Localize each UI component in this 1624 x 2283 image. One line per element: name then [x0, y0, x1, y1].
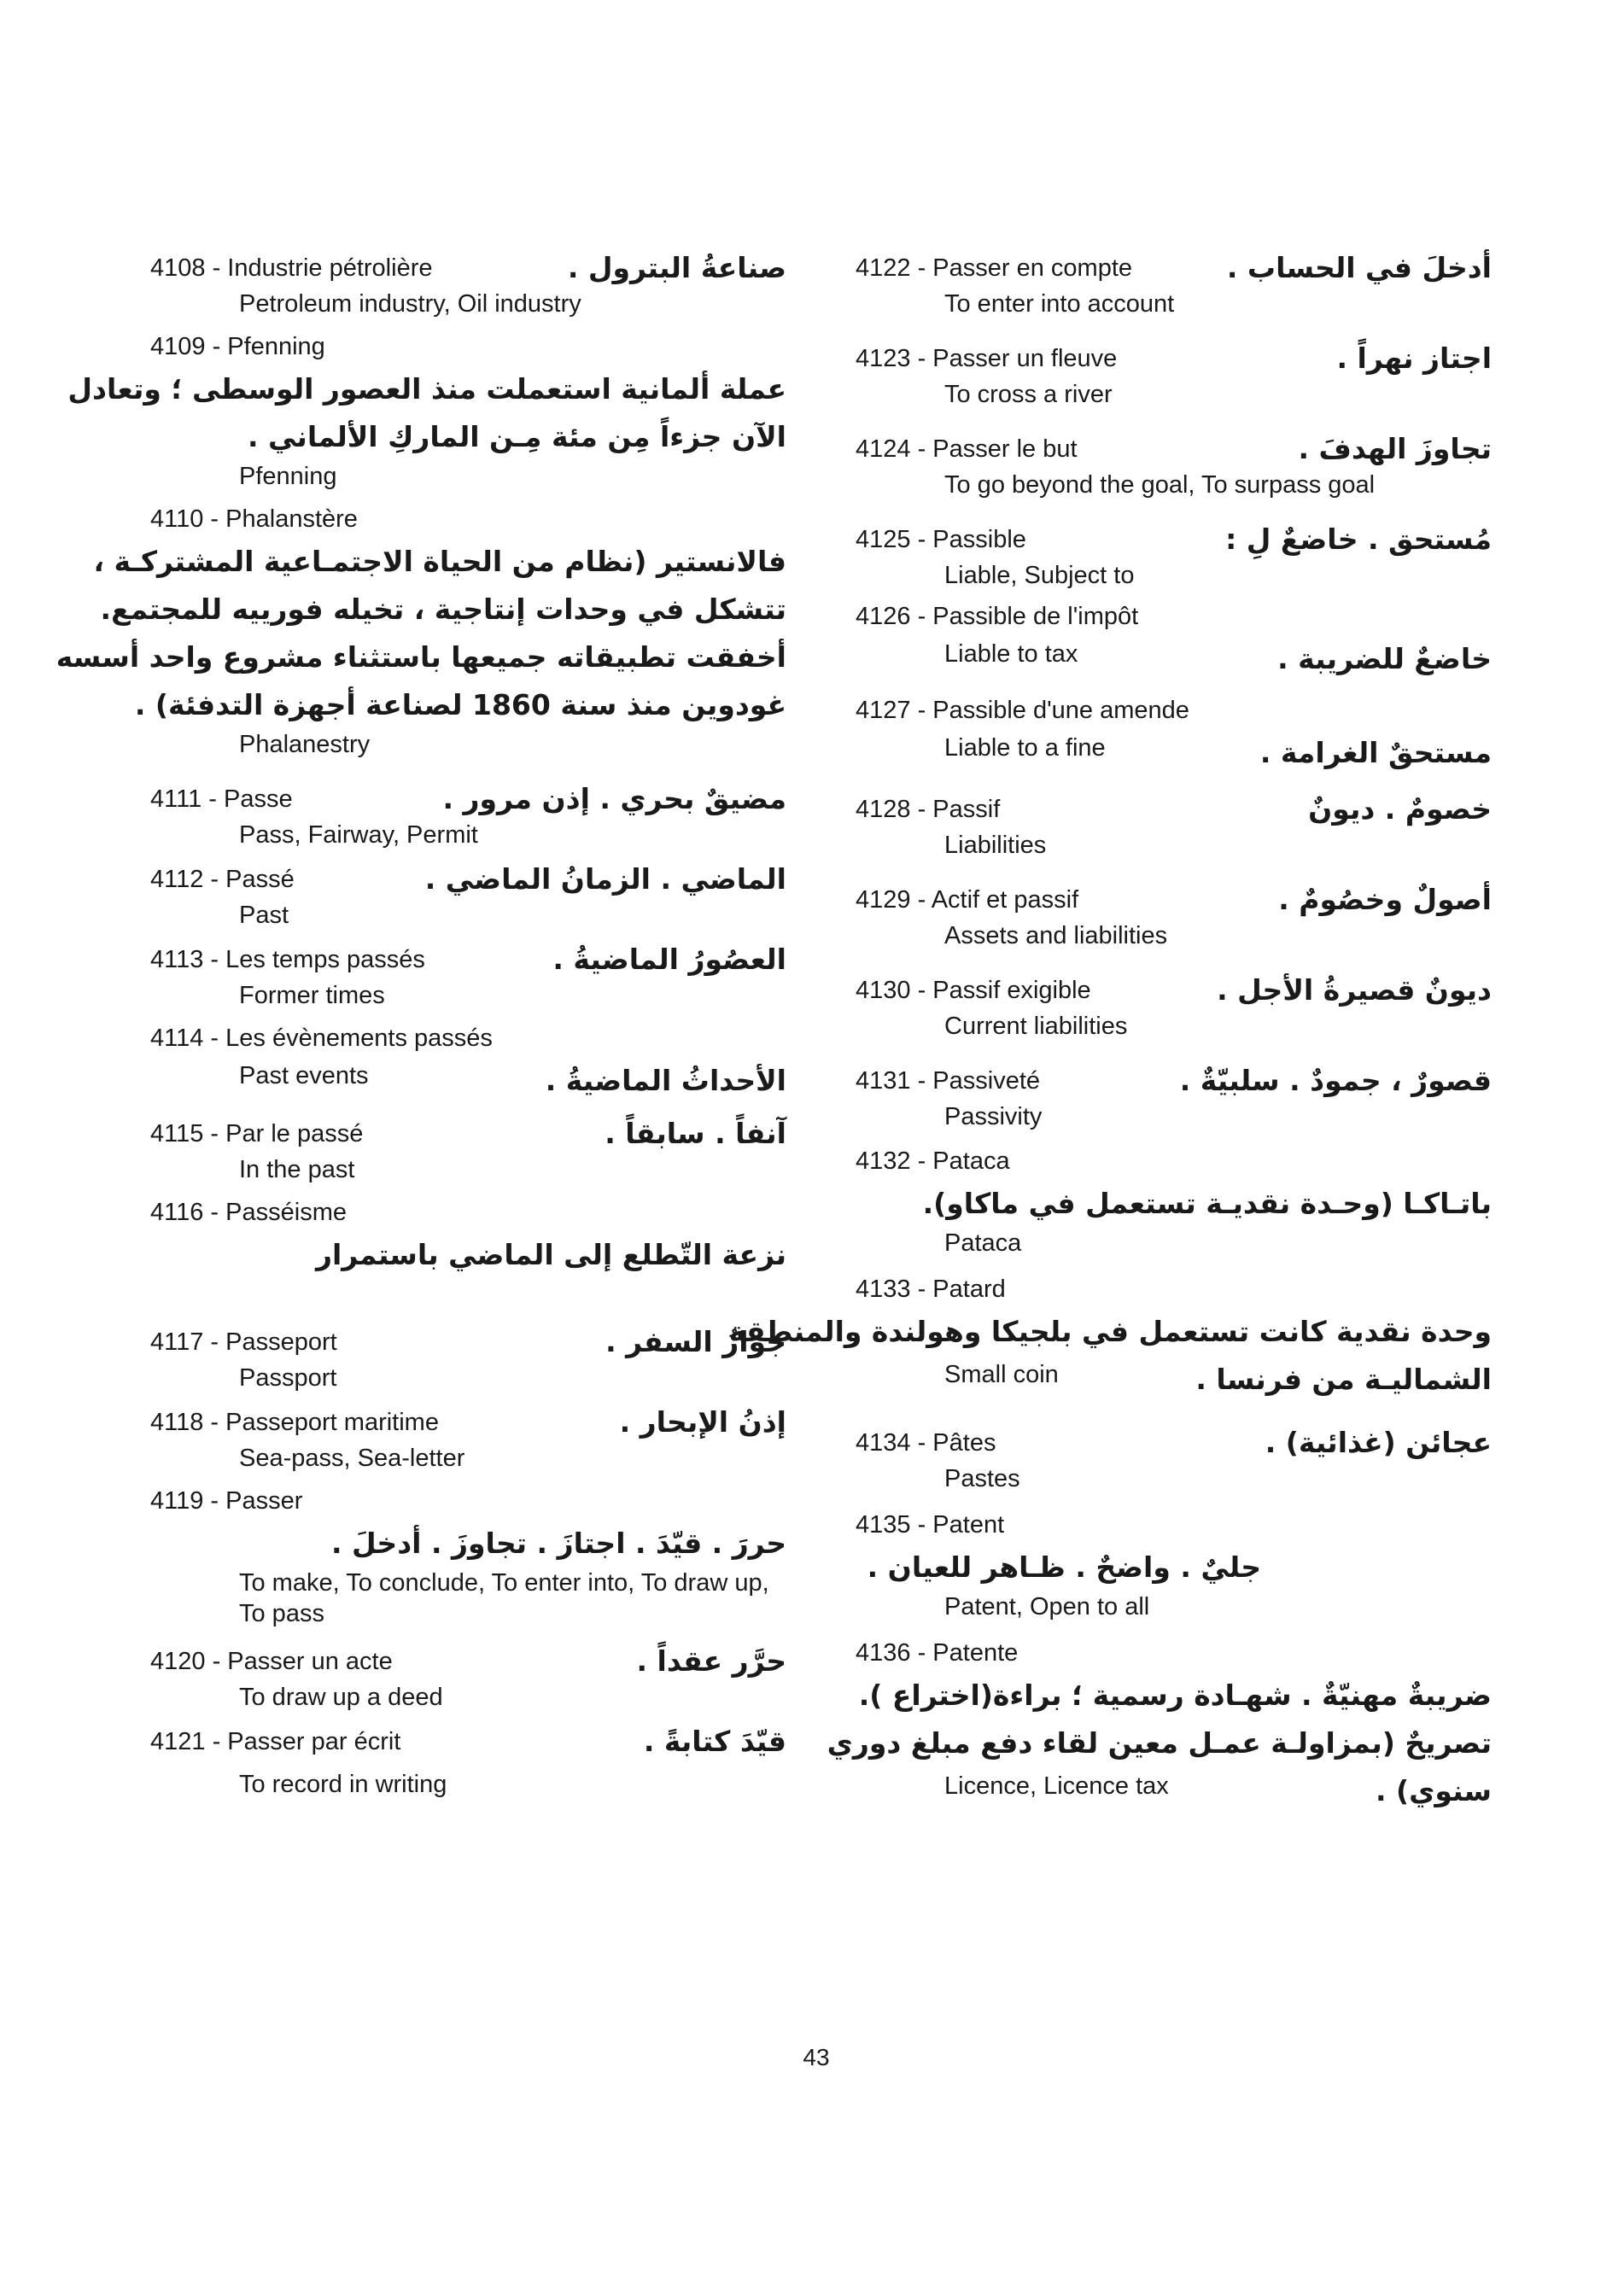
arabic-translation: قيّدَ كتابةً . [643, 1725, 786, 1758]
arabic-translation: العصُورُ الماضيةُ . [552, 943, 786, 976]
arabic-translation: حرَّر عقداً . [636, 1644, 786, 1678]
french-term: Par le passé [225, 1120, 364, 1147]
entry-4115: 4115 - Par le passé آنفاً . سابقاً . In the past [150, 1113, 786, 1185]
arabic-translation: أدخلَ في الحساب . [1226, 251, 1492, 284]
french-term: Passer un acte [227, 1648, 393, 1675]
entry-4117: 4117 - Passeport جوازُ السفر . Passport [150, 1322, 786, 1393]
entry-4126: 4126 - Passible de l'impôt Liable to tax خاضعٌ للضريبة . [856, 598, 1492, 683]
french-term: Les évènements passés [225, 1025, 493, 1052]
english-translation: Pfenning [239, 463, 337, 490]
arabic-translation: خاضعٌ للضريبة . [1277, 642, 1492, 675]
french-term: Pfenning [227, 333, 325, 360]
french-term: Passiveté [932, 1067, 1041, 1095]
entry-4136: 4136 - Patente ضريبةٌ مهنيّةٌ . شهـادة رسمية ؛ براءة(اختراع ). تصريحٌ (بمزاولـة عمـل معين لقاء دفع مبلغ دوري Licence, Licence tax سنوي) . [856, 1634, 1492, 1815]
entry-number: 4132 [856, 1147, 911, 1175]
english-translation: Liabilities [944, 832, 1047, 859]
french-term: Passer par écrit [227, 1728, 401, 1755]
arabic-translation: تجاوزَ الهدفَ . [1298, 432, 1492, 465]
entry-number: 4130 [856, 977, 911, 1004]
english-translation: Sea-pass, Sea-letter [239, 1445, 465, 1472]
entry-number: 4129 [856, 886, 911, 914]
french-term: Passéisme [225, 1199, 347, 1226]
english-translation: Former times [239, 982, 385, 1009]
french-term: Passer en compte [932, 254, 1133, 282]
entry-number: 4123 [856, 345, 911, 372]
arabic-line: سنوي) . [1376, 1774, 1492, 1807]
entry-number: 4131 [856, 1067, 911, 1095]
entry-number: 4117 [150, 1328, 204, 1356]
arabic-line: غودوين منذ سنة 1860 لصناعة أجهزة التدفئة) . [134, 688, 786, 721]
entry-4122: 4122 - Passer en compte أدخلَ في الحساب . To enter into account [856, 248, 1492, 319]
arabic-line: جليٌ . واضحٌ . ظـاهر للعيان . [867, 1550, 1261, 1584]
arabic-line: الشماليـة من فرنسا . [1195, 1363, 1492, 1396]
entry-number: 4128 [856, 796, 911, 823]
entry-number: 4108 [150, 254, 206, 282]
french-term: Pataca [932, 1147, 1010, 1175]
entry-4113: 4113 - Les temps passés العصُورُ الماضيةُ . Former times [150, 939, 786, 1011]
entry-4134: 4134 - Pâtes عجائن (غذائية) . Pastes [856, 1422, 1492, 1494]
french-term: Patent [932, 1511, 1005, 1539]
english-translation: To record in writing [239, 1771, 447, 1798]
entry-number: 4112 [150, 866, 204, 893]
arabic-translation: جوازُ السفر . [605, 1325, 786, 1358]
entry-4130: 4130 - Passif exigible ديونٌ قصيرةُ الأجل . Current liabilities [856, 970, 1492, 1042]
arabic-translation: آنفاً . سابقاً . [605, 1117, 786, 1150]
arabic-line: الآن جزءاً مِن مئة مِـن الماركِ الألماني . [248, 420, 786, 453]
entry-4127: 4127 - Passible d'une amende Liable to a fine مستحقٌ الغرامة . [856, 692, 1492, 777]
entry-number: 4124 [856, 435, 911, 463]
entry-number: 4109 [150, 333, 206, 360]
french-term: Passible [932, 526, 1026, 553]
entry-4110: 4110 - Phalanstère فالانستير (نظام من الحياة الاجتمـاعية المشتركـة ، تتشكل في وحدات إنتاجية ، تخيله فورييه للمجتمع. أخفقت تطبيقاته جميعها باستثناء مشروع واحد أسسه غودوين منذ سنة 1860 لصناعة أجهزة التدفئة) . Phalanestry [55, 505, 786, 758]
french-term: Passeport [225, 1328, 337, 1356]
french-term: Patard [932, 1276, 1006, 1303]
english-translation: Petroleum industry, Oil industry [239, 290, 581, 318]
arabic-translation: قصورٌ ، جمودٌ . سلبيّةٌ . [1179, 1064, 1492, 1097]
english-translation: To cross a river [944, 381, 1113, 408]
french-term: Phalanstère [225, 505, 358, 533]
english-translation: Liable, Subject to [944, 562, 1135, 589]
entry-4118: 4118 - Passeport maritime إذنُ الإبحار . Sea-pass, Sea-letter [150, 1402, 786, 1474]
entry-4121: 4121 - Passer par écrit قيّدَ كتابةً . To record in writing [150, 1721, 786, 1800]
entry-number: 4136 [856, 1639, 911, 1667]
english-translation: Small coin [944, 1361, 1059, 1388]
entry-4128: 4128 - Passif خصومٌ . ديونٌ Liabilities [856, 789, 1492, 861]
arabic-line: نزعة التّطلع إلى الماضي باستمرار [315, 1238, 786, 1271]
entry-4131: 4131 - Passiveté قصورٌ ، جمودٌ . سلبيّةٌ . Passivity [856, 1060, 1492, 1132]
entry-number: 4126 [856, 603, 911, 630]
arabic-translation: عجائن (غذائية) . [1265, 1426, 1492, 1459]
right-column [728, 248, 1492, 1815]
arabic-translation: الأحداثُ الماضيةُ . [545, 1064, 786, 1097]
english-translation: Phalanestry [239, 731, 371, 758]
arabic-translation: الماضي . الزمانُ الماضي . [424, 862, 786, 896]
left-column [55, 248, 786, 1800]
entry-number: 4110 [150, 505, 204, 533]
entry-4135: 4135 - Patent جليٌ . واضحٌ . ظـاهر للعيان . Patent, Open to all [856, 1506, 1492, 1622]
french-term: Passible d'une amende [932, 697, 1189, 724]
entry-4109: 4109 - Pfenning عملة ألمانية استعملت منذ العصور الوسطى ؛ وتعادل الآن جزءاً مِن مئة مِـن الماركِ الألماني . Pfenning [67, 333, 786, 490]
entry-number: 4111 [150, 785, 202, 813]
french-term: Passeport maritime [225, 1409, 439, 1436]
entry-number: 4134 [856, 1429, 911, 1457]
arabic-translation: مضيقٌ بحري . إذن مرور . [442, 782, 786, 815]
entry-4124: 4124 - Passer le but تجاوزَ الهدفَ . To go beyond the goal, To surpass goal [856, 429, 1492, 500]
entry-4132: 4132 - Pataca باتـاكـا (وحـدة نقديـة تستعمل في ماكاو). Pataca [856, 1147, 1492, 1257]
english-translation: To draw up a deed [239, 1684, 443, 1711]
arabic-line: حررَ . قيّدَ . اجتازَ . تجاوزَ . أدخلَ . [330, 1527, 786, 1560]
arabic-translation: اجتاز نهراً . [1336, 342, 1492, 375]
arabic-translation: مُستحق . خاضعٌ لِ : [1225, 523, 1492, 556]
english-translation: Pass, Fairway, Permit [239, 821, 478, 849]
english-translation: Patent, Open to all [944, 1593, 1150, 1620]
entry-4120: 4120 - Passer un acte حرَّر عقداً . To draw up a deed [150, 1641, 786, 1713]
french-term: Passible de l'impôt [932, 603, 1139, 630]
french-term: Industrie pétrolière [227, 254, 433, 282]
english-translation: Past events [239, 1062, 369, 1089]
english-translation: Assets and liabilities [944, 922, 1168, 949]
arabic-line: تصريحٌ (بمزاولـة عمـل معين لقاء دفع مبلغ دوري [827, 1726, 1492, 1760]
arabic-line: باتـاكـا (وحـدة نقديـة تستعمل في ماكاو). [922, 1187, 1492, 1220]
french-term: Passe [224, 785, 293, 813]
entry-number: 4127 [856, 697, 911, 724]
english-translation: To go beyond the goal, To surpass goal [944, 471, 1376, 499]
english-translation: Pastes [944, 1465, 1020, 1492]
arabic-translation: أصولٌ وخصُومٌ . [1278, 883, 1492, 916]
page-number: 43 [803, 2044, 830, 2070]
arabic-line: تتشكل في وحدات إنتاجية ، تخيله فورييه للمجتمع. [100, 593, 786, 626]
entry-4133: 4133 - Patard وحدة نقدية كانت تستعمل في بلجيكا وهولندة والمنطقة Small coin الشماليـة من فرنسا . [856, 1270, 1492, 1404]
arabic-translation: إذنُ الإبحار . [619, 1405, 786, 1439]
english-translation: Current liabilities [944, 1013, 1128, 1040]
arabic-line: وحدة نقدية كانت تستعمل في بلجيكا وهولندة والمنطقة [728, 1315, 1492, 1348]
entry-number: 4135 [856, 1511, 911, 1539]
entry-4119: 4119 - Passer حررَ . قيّدَ . اجتازَ . تجاوزَ . أدخلَ . To make, To conclude, To enter into, To draw up, To pass [150, 1487, 786, 1627]
french-term: Actif et passif [931, 886, 1079, 914]
english-translation: Pataca [944, 1229, 1022, 1257]
entry-number: 4119 [150, 1487, 204, 1515]
entry-4116: 4116 - Passéisme نزعة التّطلع إلى الماضي باستمرار [150, 1194, 786, 1279]
arabic-translation: خصومٌ . ديونٌ [1308, 792, 1492, 826]
entry-number: 4116 [150, 1199, 204, 1226]
entry-4129: 4129 - Actif et passif أصولٌ وخصُومٌ . Assets and liabilities [856, 879, 1492, 951]
english-translation: In the past [239, 1156, 355, 1183]
english-translation: Passport [239, 1364, 337, 1392]
entry-4111: 4111 - Passe مضيقٌ بحري . إذن مرور . Pass, Fairway, Permit [150, 779, 786, 850]
entry-number: 4115 [150, 1120, 204, 1147]
entry-4108: 4108 - Industrie pétrolière صناعةُ البترول . Petroleum industry, Oil industry [150, 248, 786, 319]
arabic-line: ضريبةٌ مهنيّةٌ . شهـادة رسمية ؛ براءة(اختراع ). [858, 1679, 1492, 1712]
english-translation: To enter into account [944, 290, 1175, 318]
arabic-translation: صناعةُ البترول . [567, 251, 786, 284]
entry-number: 4121 [150, 1728, 206, 1755]
english-translation: Liable to a fine [944, 734, 1106, 762]
entry-4123: 4123 - Passer un fleuve اجتاز نهراً . To cross a river [856, 338, 1492, 410]
arabic-line: أخفقت تطبيقاته جميعها باستثناء مشروع واحد أسسه [55, 640, 786, 674]
entry-number: 4113 [150, 946, 204, 973]
english-translation: Passivity [944, 1103, 1043, 1130]
entry-number: 4118 [150, 1409, 204, 1436]
english-translation: Licence, Licence tax [944, 1772, 1169, 1800]
entry-number: 4120 [150, 1648, 206, 1675]
french-term: Passer [225, 1487, 303, 1515]
arabic-line: عملة ألمانية استعملت منذ العصور الوسطى ؛ وتعادل [67, 372, 786, 406]
arabic-translation: مستحقٌ الغرامة . [1259, 736, 1492, 769]
french-term: Pâtes [932, 1429, 996, 1457]
french-term: Passer un fleuve [932, 345, 1118, 372]
entry-number: 4133 [856, 1276, 911, 1303]
entry-number: 4114 [150, 1025, 204, 1052]
arabic-translation: ديونٌ قصيرةُ الأجل . [1217, 973, 1492, 1007]
english-translation: Past [239, 902, 289, 929]
french-term: Passer le but [932, 435, 1078, 463]
english-translation: To make, To conclude, To enter into, To draw up, To pass [239, 1569, 769, 1627]
french-term: Patente [932, 1639, 1019, 1667]
entry-number: 4125 [856, 526, 911, 553]
french-term: Passif [932, 796, 1001, 823]
entry-4114: 4114 - Les évènements passés Past events الأحداثُ الماضيةُ . [150, 1019, 786, 1105]
entry-4112: 4112 - Passé الماضي . الزمانُ الماضي . Past [150, 859, 786, 931]
english-translation: Liable to tax [944, 640, 1078, 668]
french-term: Passé [225, 866, 295, 893]
arabic-line: فالانستير (نظام من الحياة الاجتمـاعية المشتركـة ، [93, 545, 786, 578]
entry-number: 4122 [856, 254, 911, 282]
french-term: Passif exigible [932, 977, 1091, 1004]
french-term: Les temps passés [225, 946, 425, 973]
entry-4125: 4125 - Passible مُستحق . خاضعٌ لِ : Liable, Subject to [856, 519, 1492, 591]
